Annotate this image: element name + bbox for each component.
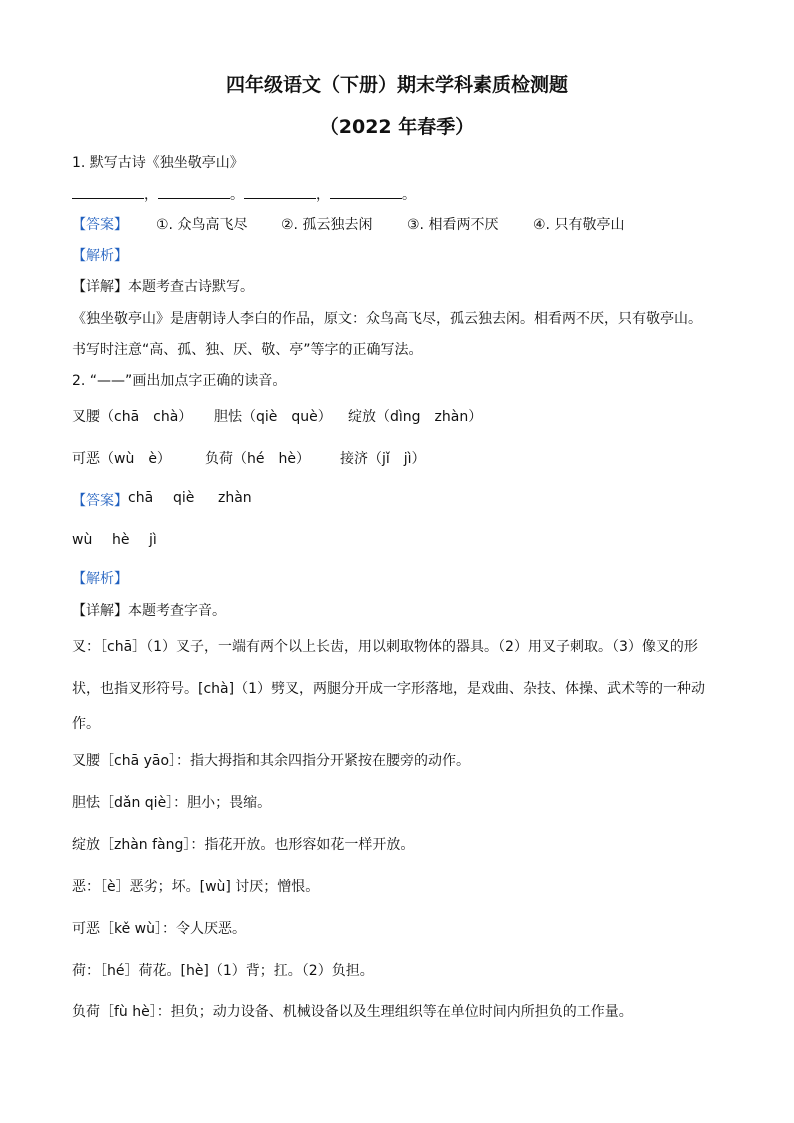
q1-detail: 【详解】本题考查古诗默写。 <box>72 279 254 295</box>
q2-answer-5: hè <box>112 532 130 548</box>
q2-option-chayao: 叉腰（chā chà） <box>72 409 193 425</box>
analysis-tag: 【解析】 <box>72 248 128 264</box>
q1-answer-1: ①. 众鸟高飞尽 <box>156 217 248 233</box>
q2-cha-def-1: 叉：［chā］（1）叉子，一端有两个以上长齿，用以刺取物体的器具。（2）用叉子刺取。（3）像叉的形 <box>72 639 698 655</box>
document-subtitle: （2022 年春季） <box>319 116 475 138</box>
q2-def-kewu: 可恶［kě wù］：令人厌恶。 <box>72 921 246 937</box>
answer-tag: 【答案】 <box>72 217 128 233</box>
q2-answer-tag: 【答案】 <box>72 493 128 509</box>
q2-def-zhanfang: 绽放［zhàn fàng］：指花开放。也形容如花一样开放。 <box>72 837 415 853</box>
q2-answer-2: qiè <box>173 490 195 506</box>
blank-sep-2: 。 <box>230 187 244 203</box>
q1-answer-line <box>72 214 128 234</box>
answer-blank-1 <box>72 186 144 199</box>
answer-blank-3 <box>244 186 316 199</box>
q2-answer-4: wù <box>72 532 93 548</box>
q2-answer-3: zhàn <box>218 490 252 506</box>
document-title: 四年级语文（下册）期末学科素质检测题 <box>225 74 568 96</box>
q2-detail: 【详解】本题考查字音。 <box>72 603 226 619</box>
q2-option-zhanfang: 绽放（dìng zhàn） <box>348 409 483 425</box>
q2-analysis-tag: 【解析】 <box>72 571 128 587</box>
q1-explanation-2: 书写时注意“高、孤、独、厌、敬、亭”等字的正确写法。 <box>72 342 423 358</box>
q2-def-fuhe: 负荷［fù hè］：担负；动力设备、机械设备以及生理组织等在单位时间内所担负的工作量。 <box>72 1004 633 1020</box>
q2-option-kewu: 可恶（wù è） <box>72 451 171 467</box>
q2-def-e: 恶：［è］恶劣；坏。[wù] 讨厌；憎恨。 <box>72 879 320 895</box>
q1-explanation-1: 《独坐敬亭山》是唐朝诗人李白的作品，原文：众鸟高飞尽，孤云独去闲。相看两不厌，只有敬亭山。 <box>72 311 702 327</box>
q1-answer-2: ②. 孤云独去闲 <box>281 217 373 233</box>
q1-answer-4: ④. 只有敬亭山 <box>533 217 625 233</box>
blank-sep-1: ， <box>144 187 158 203</box>
q1-answer-3: ③. 相看两不厌 <box>407 217 499 233</box>
q2-prompt: 2. “——”画出加点字正确的读音。 <box>72 373 287 389</box>
q1-prompt: 1. 默写古诗《独坐敬亭山》 <box>72 155 244 171</box>
q2-option-jieji: 接济（jǐ jì） <box>340 451 426 467</box>
q2-option-fuhe: 负荷（hé hè） <box>205 451 310 467</box>
answer-blank-4 <box>330 186 402 199</box>
q2-option-danqie: 胆怯（qiè què） <box>214 409 332 425</box>
answer-blank-2 <box>158 186 230 199</box>
q2-answer-6: jì <box>149 532 157 548</box>
q2-answer-1: chā <box>128 490 154 506</box>
q2-def-he: 荷：［hé］荷花。[hè]（1）背；扛。（2）负担。 <box>72 963 374 979</box>
q2-def-danqie: 胆怯［dǎn qiè］：胆小；畏缩。 <box>72 795 272 811</box>
blank-sep-4: 。 <box>402 187 416 203</box>
blank-sep-3: ， <box>316 187 330 203</box>
q2-cha-def-3: 作。 <box>72 716 100 732</box>
q2-cha-def-2: 状，也指叉形符号。[chà]（1）劈叉，两腿分开成一字形落地，是戏曲、杂技、体操、武术等的一种动 <box>72 681 705 697</box>
q1-blanks <box>72 184 416 204</box>
q2-def-chayao: 叉腰［chā yāo］：指大拇指和其余四指分开紧按在腰旁的动作。 <box>72 753 471 769</box>
